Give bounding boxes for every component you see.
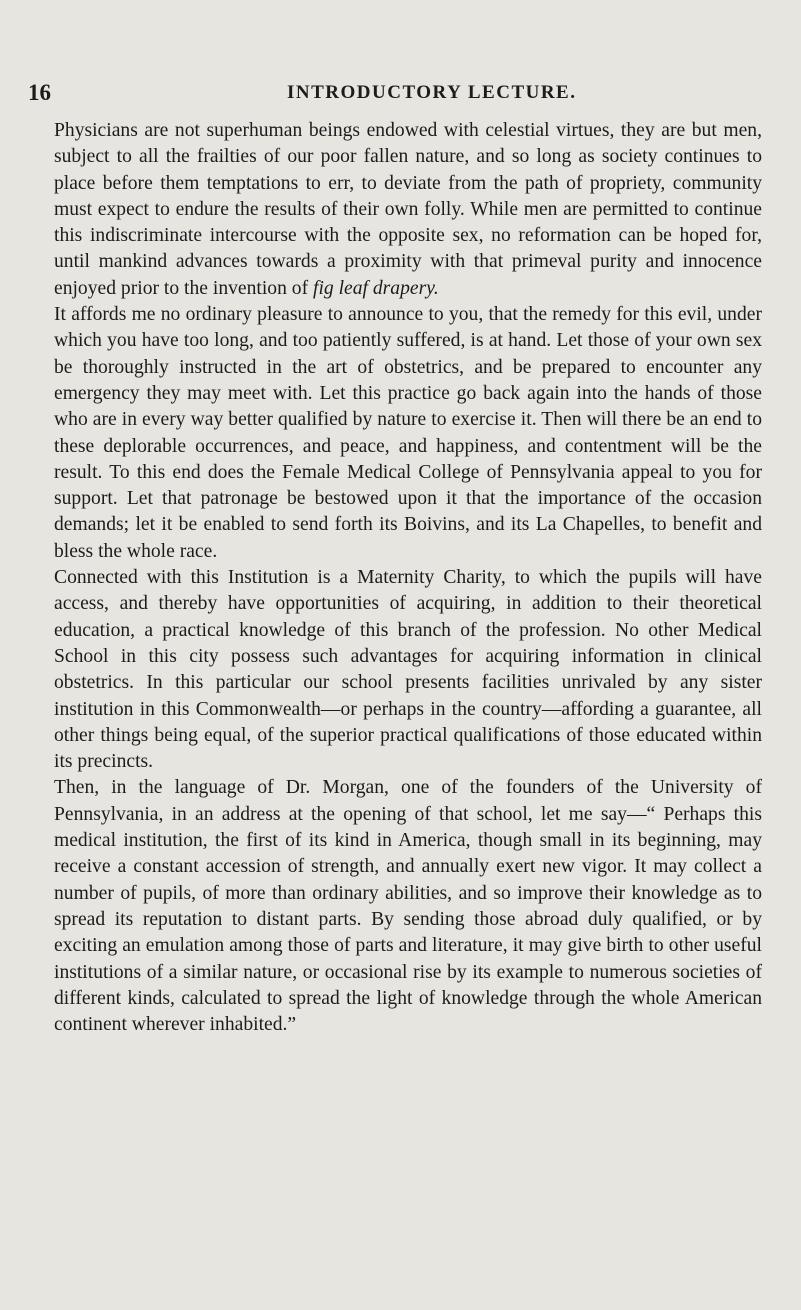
paragraph-1 — [54, 118, 762, 302]
paragraph-1-italic-phrase: fig leaf drapery. — [313, 277, 439, 299]
paragraph-3 — [54, 565, 762, 775]
paragraph-3-text: Connected with this Institution is a Maternity Charity, to which the pupils will have access, and thereby have opportunities of acquiring, in addition to their theoretical education, a practical knowledge of this branch of the profession. No other Medical School in this city possess such advantages for acquiring information in clinical obstetrics. In this particular our school presents facilities unrivaled by any sister institution in this Commonwealth—or perhaps in the country—affording a guarantee, all other things being equal, of the superior practical qualifications of those educated within its precincts. — [54, 567, 762, 773]
running-head — [0, 80, 801, 106]
paragraph-4 — [54, 775, 762, 1038]
paragraph-4-text: Then, in the language of Dr. Morgan, one of the founders of the University of Pennsylvania, in an address at the opening of that school, let me say—“ Perhaps this medical institution, the first of its kind in America, though small in its beginning, may receive a constant accession of strength, and annually exert new vigor. It may collect a number of pupils, of more than ordinary abilities, and so improve their knowledge as to spread its reputation to distant parts. By sending those abroad duly qualified, or by exciting an emulation among those of parts and literature, it may give birth to other useful institutions of a similar nature, or occasional rise by its example to numerous societies of different kinds, calculated to spread the light of knowledge through the whole American continent wherever inhabited.” — [54, 777, 762, 1036]
paragraph-2 — [54, 302, 762, 565]
body-text — [54, 118, 762, 1038]
paragraph-2-text: It affords me no ordinary pleasure to announce to you, that the remedy for this evil, under which you have too long, and too patiently suffered, is at hand. Let those of your own sex be thoroughly instructed in the art of obstetrics, and be prepared to encounter any emergency they may meet with. Let this practice go back again into the hands of those who are in every way better qualified by nature to exercise it. Then will there be an end to these deplorable occurrences, and peace, and happiness, and contentment will be the result. To this end does the Female Medical College of Pennsylvania appeal to you for support. Let that patronage be bestowed upon it that the importance of the occasion demands; let it be enabled to send forth its Boivins, and its La Chapelles, to benefit and bless the whole race. — [54, 304, 762, 562]
page-number: 16 — [28, 80, 51, 105]
running-title: INTRODUCTORY LECTURE. — [287, 82, 577, 103]
paragraph-1-text: Physicians are not superhuman beings endowed with celestial virtues, they are but men, subject to all the frailties of our poor fallen nature, and so long as society continues to place before them temptations to err, to deviate from the path of propriety, community must expect to endure the results of their own folly. While men are permitted to continue this indiscriminate intercourse with the opposite sex, no reformation can be hoped for, until mankind advances towards a proximity with that primeval purity and innocence enjoyed prior to the invention of — [54, 120, 762, 299]
